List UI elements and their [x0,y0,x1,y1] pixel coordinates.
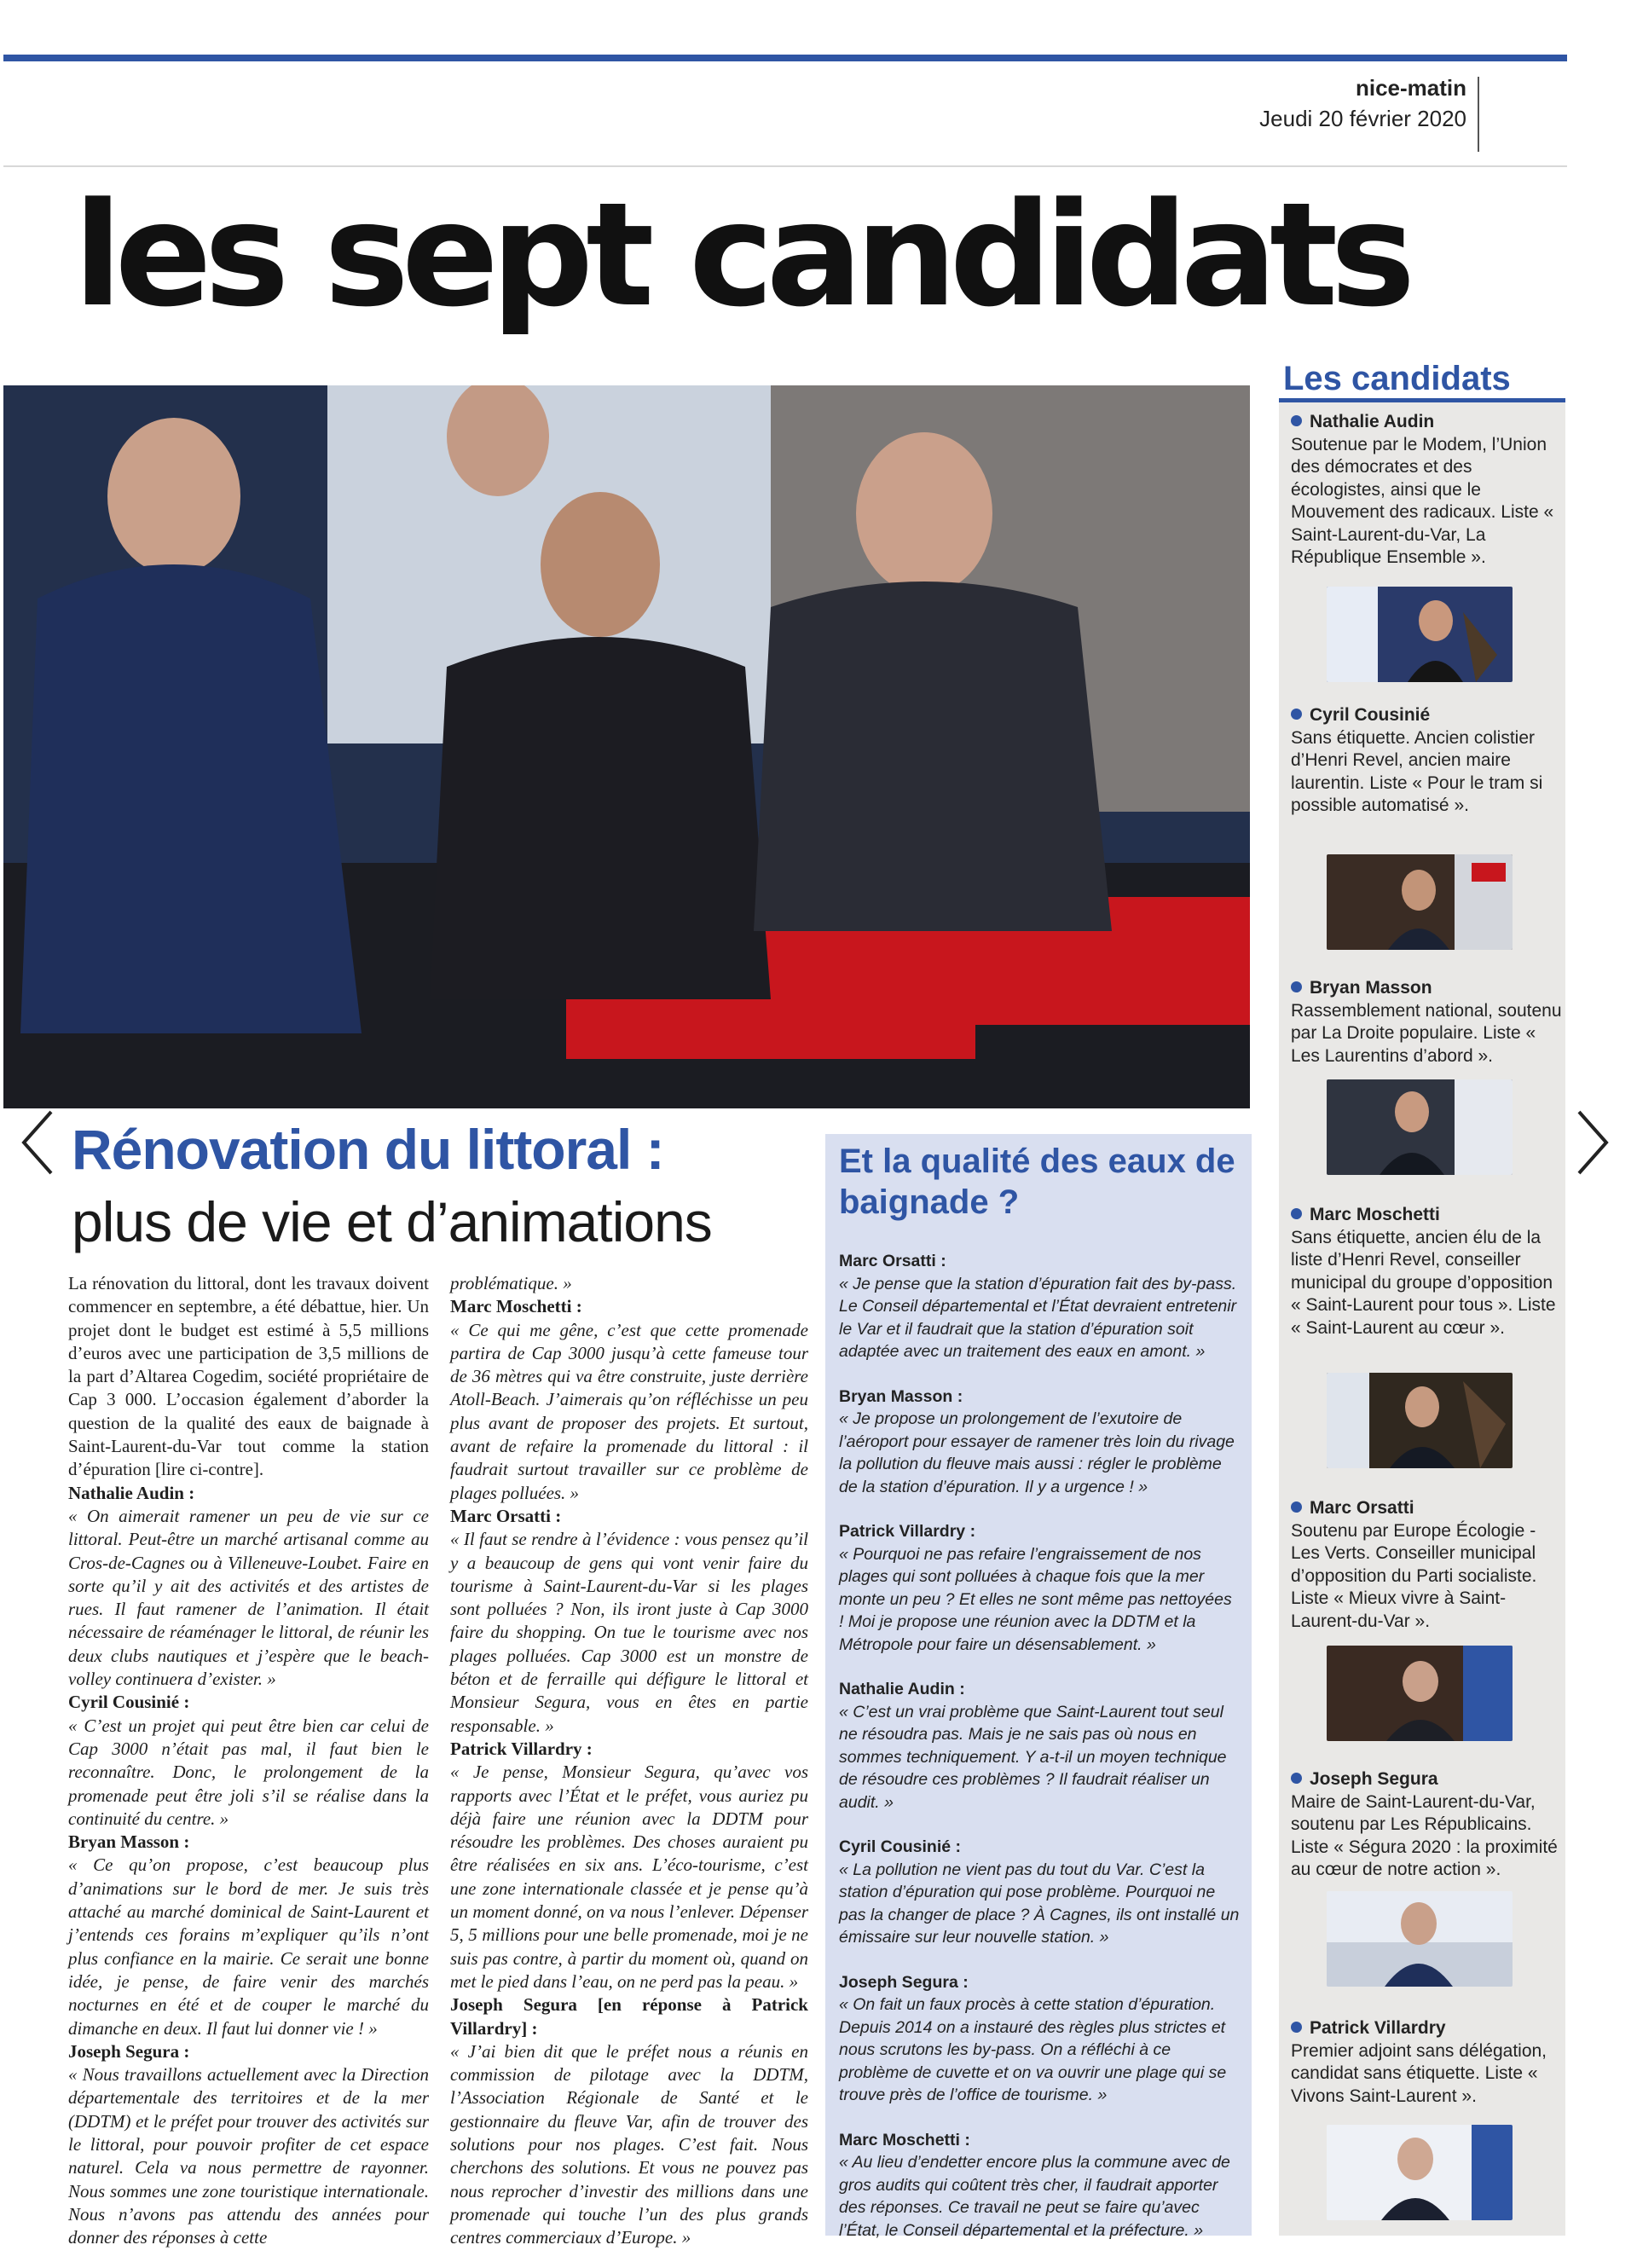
article-column-1 [68,1272,429,2249]
paper-name: nice-matin [1355,75,1466,101]
article-paragraph: Joseph Segura [en réponse à Patrick Villardry] : « J’ai bien dit que le préfet nous a réunis en commission de pilotage avec la DDTM, l’Association Régionale de Santé et le gestionnaire du fleuve Var, afin de trouver des solutions pour nos plages. C’est fait. Nous cherchons des solutions. Et vous ne pouvez pas nous reprocher d’investir des millions dans une promenade qui touche l’un des plus grands centres commerciaux d’Europe. » [450,1994,808,2248]
candidate-item [1291,411,1564,570]
candidate-photo [1327,1373,1513,1468]
candidate-photo [1327,1079,1513,1175]
chevron-left-icon [20,1108,55,1177]
box-speaker: Cyril Cousinié : [839,1837,962,1856]
candidate-item [1291,977,1564,1067]
bullet-icon [1291,981,1302,992]
box-quote: « Pourquoi ne pas refaire l’engraissement de nos plages qui sont polluées à chaque fois que la mer monte un peu ? Et elles ne sont même pas nettoyées ! Moi je propose une réunion avec la DDTM et la Métropole pour faire un désensablement. » [839,1544,1232,1654]
box-speaker: Bryan Masson : [839,1386,963,1406]
article-column-2 [450,1272,808,2249]
article-paragraph: La rénovation du littoral, dont les travaux doivent commencer en septembre, a été débattue, hier. Un projet dont le budget est estimé à 5,5 millions d’euros avec une participation de 3,5 millions de la part d’Altarea Cogedim, société propriétaire de Cap 3 000. L’occasion également d’aborder la question de la qualité des eaux de baignade à Saint-Laurent-du-Var tout comme la station d’épuration [lire ci-contre]. [68,1273,429,1480]
article-paragraph: Bryan Masson : « Ce qu’on propose, c’est beaucoup plus d’animations sur le bord de mer. Je suis très attaché au marché dominical de Saint-Laurent et j’entends ces forains m’expliquer qu’ils n’ont plus confiance en la mairie. Ce serait une bonne idée, je pense, de faire venir des marchés nocturnes en été et de couper le marché du dimanche en deux. Il faut lui donner vie ! » [68,1831,429,2039]
box-speaker: Marc Moschetti : [839,2130,970,2149]
sidebar-title-rule [1279,398,1565,402]
candidate-photo [1327,854,1513,950]
article-paragraph: Cyril Cousinié : « C’est un projet qui peut être bien car celui de Cap 3000 n’était pas mal, il faut bien le reconnaître. Donc, le prolongement de la promenade peut être joli s’il se réalise dans la continuité du centre. » [68,1692,429,1829]
candidate-item [1291,1497,1564,1633]
masthead-bar [3,55,1567,61]
masthead-divider [1478,77,1479,152]
next-page-arrow[interactable] [1576,1108,1610,1177]
box-quote: « On fait un faux procès à cette station d’épuration. Depuis 2014 on a instauré des règles plus strictes et nous scrutons les by-pass. On a réfléchi à ce problème de cuvette et on va ouvrir une plage qui se trouve près de l’office de tourisme. » [839,1995,1227,2104]
candidate-photo [1327,1646,1513,1741]
bullet-icon [1291,2022,1302,2033]
paper-date: Jeudi 20 février 2020 [1259,106,1466,131]
candidate-description: Soutenu par Europe Écologie - Les Verts. Conseiller municipal d’opposition du Parti socialiste. Liste « Mieux vivre à Saint-Laurent-du-Var ». [1291,1520,1537,1631]
main-photo [3,385,1250,1108]
candidate-photo [1327,587,1513,682]
box-speaker: Nathalie Audin : [839,1680,965,1698]
candidate-description: Soutenue par le Modem, l’Union des démocrates et des écologistes, ainsi que le Mouvement des radicaux. Liste « Saint-Laurent-du-Var, La République Ensemble ». [1291,434,1554,567]
candidate-name: Bryan Masson [1310,978,1432,998]
candidate-description: Sans étiquette. Ancien colistier d’Henri Revel, ancien maire laurentin. Liste « Pour le tram si possible automatisé ». [1291,727,1543,815]
candidate-item [1291,1768,1564,1882]
box-quote: « Au lieu d’endetter encore plus la commune avec de gros audits qui coûtent très cher, il faudrait apporter des réponses. Ce travail ne peut se faire qu’avec l’État, le Conseil départemental et la préfecture. » [839,2153,1230,2240]
article-paragraph: Marc Orsatti : « Il faut se rendre à l’évidence : vous pensez qu’il y a beaucoup de gens qui vont venir faire du tourisme à Saint-Laurent-du-Var si les plages sont polluées ? Non, ils iront juste à Cap 3000 faire du shopping. On tue le tourisme avec nos plages polluées. Cap 3000 est un monstre de béton et de ferraille qui défigure le littoral et Monsieur Segura, vous en êtes en partie responsable. » [450,1505,808,1736]
article-paragraph: problématique. » [450,1273,572,1293]
box-speaker: Patrick Villardry : [839,1522,976,1541]
box-title: Et la qualité des eaux de baignade ? [839,1143,1235,1221]
article-paragraph: Patrick Villardry : « Je pense, Monsieur Segura, qu’avec vos rapports avec l’État et le préfet, vous auriez pu déjà faire une réunion avec la DDTM pour résoudre les problèmes. Des choses auraient pu être réalisées en six ans. L’éco-tourisme, c’est une zone internationale classée et je pense qu’à un moment donné, on va nous l’enlever. Dépenser 5, 5 millions pour une belle promenade, moi je ne suis pas contre, à partir du moment où, quand on met le pied dans l’eau, on ne perd pas la peau. » [450,1738,808,1992]
page-headline: les sept candidats [73,171,1409,338]
candidate-photo [1327,2125,1513,2220]
box-content [839,1250,1240,2264]
candidate-item [1291,2017,1564,2108]
article-paragraph: Joseph Segura : « Nous travaillons actuellement avec la Direction départementale des territoires et de la mer (DDTM) et le préfet pour trouver des activités sur le littoral, pour pouvoir profiter de cet espace naturel. Cela va nous permettre de rayonner. Nous sommes une zone touristique internationale. Nous n’avons pas attendu des années pour donner des réponses à cette [68,2040,429,2248]
bullet-icon [1291,1501,1302,1513]
candidate-description: Sans étiquette, ancien élu de la liste d’Henri Revel, conseiller municipal du groupe d’opposition « Saint-Laurent pour tous ». Liste « Saint-Laurent au cœur ». [1291,1227,1556,1338]
chevron-right-icon [1576,1108,1610,1177]
candidate-name: Marc Moschetti [1310,1205,1440,1224]
box-quote: « La pollution ne vient pas du tout du Var. C’est la station d’épuration qui pose problème. Pourquoi ne pas la changer de place ? À Cagnes, ils ont installé un émissaire sur leur nouvelle station. » [839,1860,1240,1947]
candidate-description: Rassemblement national, soutenu par La Droite populaire. Liste « Les Laurentins d’abord ». [1291,1000,1562,1066]
candidate-item [1291,704,1564,818]
box-speaker: Marc Orsatti : [839,1252,946,1270]
box-speaker: Joseph Segura : [839,1972,969,1992]
box-quote: « C’est un vrai problème que Saint-Laurent tout seul ne résoudra pas. Mais je ne sais pas où nous en sommes techniquement. Y a-t-il un moyen technique de résoudre ces problèmes ? Il faudrait réaliser un audit. » [839,1702,1227,1812]
article-title: Rénovation du littoral : [72,1118,664,1181]
sidebar-title: Les candidats [1283,360,1511,397]
candidate-name: Nathalie Audin [1310,412,1435,431]
bullet-icon [1291,415,1302,426]
article-subtitle: plus de vie et d’animations [72,1190,712,1253]
prev-page-arrow[interactable] [20,1108,55,1177]
bullet-icon [1291,709,1302,720]
bullet-icon [1291,1773,1302,1784]
candidate-description: Maire de Saint-Laurent-du-Var, soutenu par Les Républicains. Liste « Ségura 2020 : la proximité au cœur de notre action ». [1291,1791,1558,1879]
candidate-name: Marc Orsatti [1310,1498,1414,1518]
bullet-icon [1291,1208,1302,1219]
box-quote: « Je propose un prolongement de l’exutoire de l’aéroport pour essayer de ramener très loin du rivage la pollution du fleuve mais aussi : régler le problème de la station d’épuration. Il y a urgence ! » [839,1409,1235,1496]
masthead-rule [3,165,1567,167]
article-paragraph: Nathalie Audin : « On aimerait ramener un peu de vie sur ce littoral. Peut-être un marché artisanal comme au Cros-de-Cagnes ou à Villeneuve-Loubet. Faire en sorte qu’il y ait des activités et des artistes de rues. Il faut ramener de l’animation. Il était nécessaire de réaménager le littoral, de réunir les deux clubs nautiques et j’espère que le beach-volley continuera d’exister. » [68,1482,429,1690]
candidate-name: Cyril Cousinié [1310,705,1431,725]
candidate-item [1291,1204,1564,1339]
article-paragraph: Marc Moschetti : « Ce qui me gêne, c’est que cette promenade partira de Cap 3000 jusqu’à cette fameuse tour de 36 mètres qui va être construite, juste derrière Atoll-Beach. J’aimerais qu’on réfléchisse un peu plus avant de proposer des projets. Et surtout, avant de refaire la promenade du littoral : il faudrait surtout travailler sur ce problème de plages polluées. » [450,1296,808,1503]
candidate-name: Patrick Villardry [1310,2018,1446,2038]
box-quote: « Je pense que la station d’épuration fait des by-pass. Le Conseil départemental et l’État devraient entretenir le Var et il faudrait que la station d’épuration soit adaptée avec un traitement des eaux en amont. » [839,1274,1237,1361]
candidate-description: Premier adjoint sans délégation, candidat sans étiquette. Liste « Vivons Saint-Laurent ». [1291,2040,1547,2106]
candidate-name: Joseph Segura [1310,1769,1438,1789]
candidate-photo [1327,1891,1513,1987]
